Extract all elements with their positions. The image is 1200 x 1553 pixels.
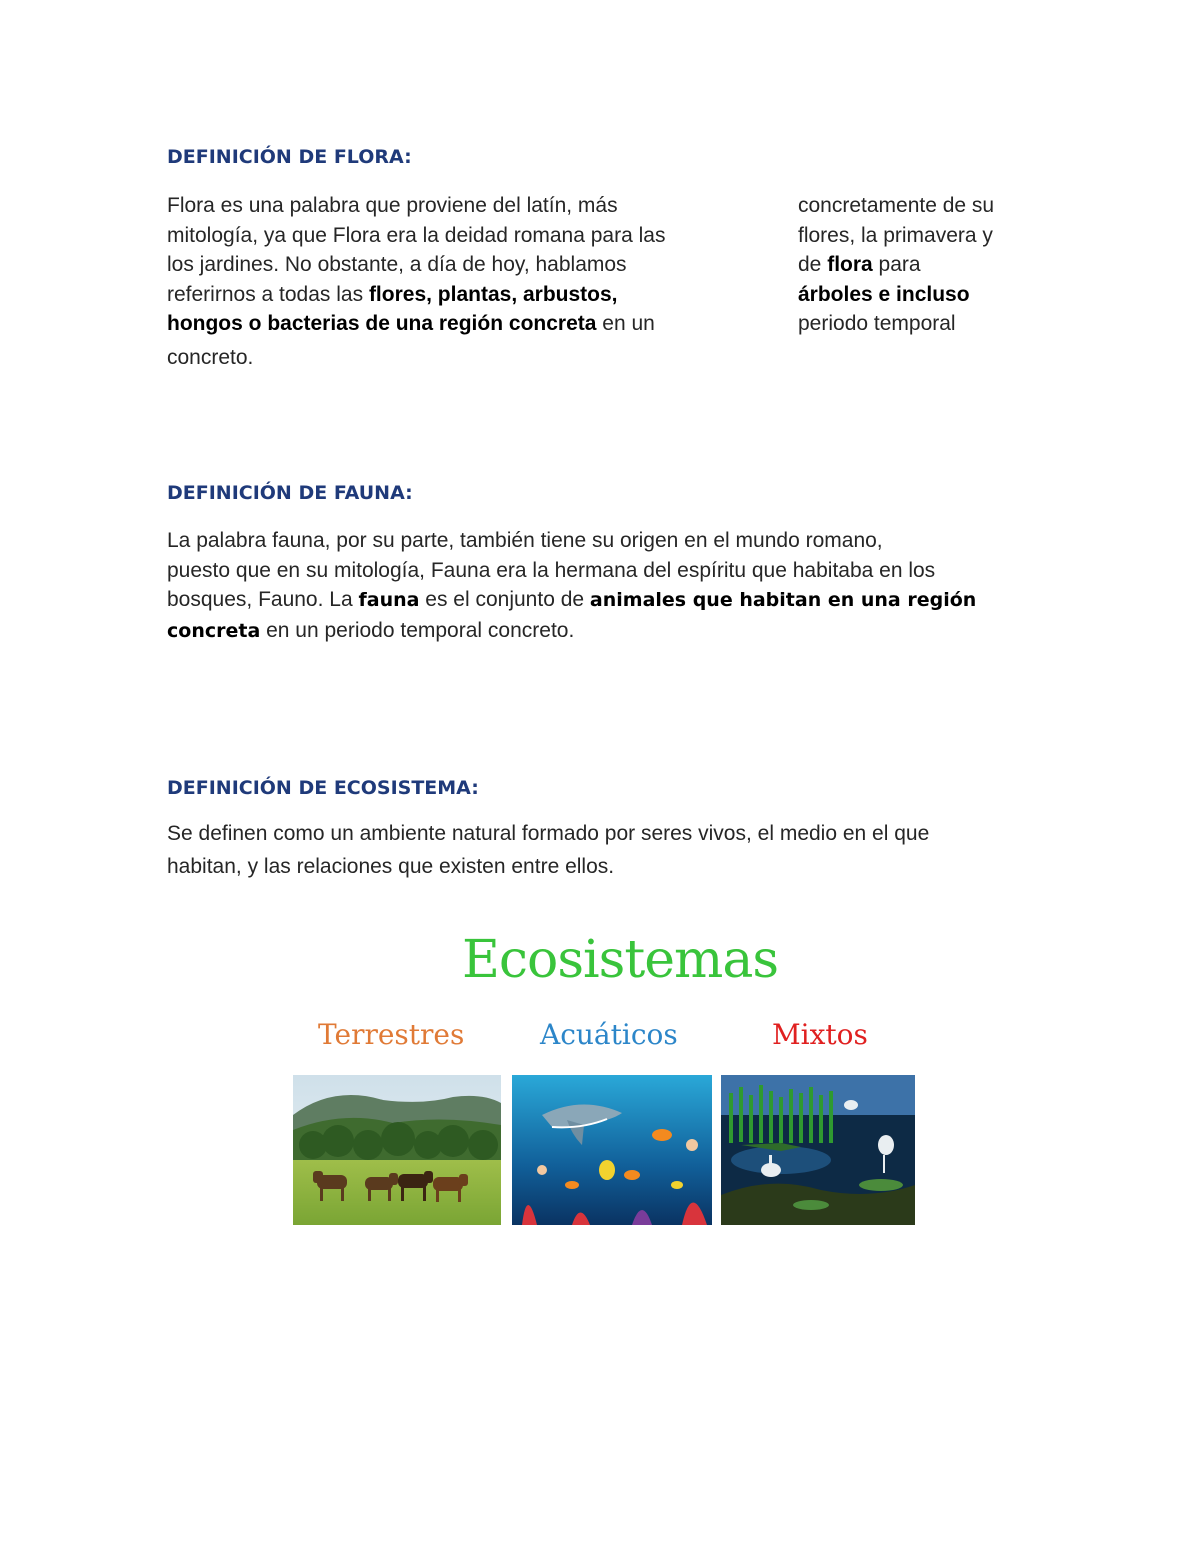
fauna-paragraph bbox=[167, 526, 976, 646]
flora-bold-text: flora bbox=[827, 253, 873, 276]
fauna-line-2: puesto que en su mitología, Fauna era la hermana del espíritu que habitaba en los bbox=[167, 558, 936, 582]
flora-bold-text: flores, plantas, arbustos, bbox=[368, 282, 618, 306]
fauna-text: bosques, Fauno. La bbox=[167, 588, 359, 611]
flora-paragraph-left bbox=[167, 191, 747, 372]
flora-text: de bbox=[798, 253, 828, 276]
flora-right-line-3 bbox=[798, 250, 1058, 280]
flora-right-line-1: concretamente de su bbox=[798, 194, 995, 217]
mixed-ecosystem-image bbox=[721, 1075, 915, 1225]
fauna-bold-text: animales que habitan en una región bbox=[589, 589, 977, 611]
flora-right-line-2: flores, la primavera y bbox=[798, 223, 993, 247]
underwater-shark-picture bbox=[512, 1075, 712, 1225]
ecosistema-heading: DEFINICIÓN DE ECOSISTEMA: bbox=[167, 777, 479, 799]
flora-line-1: Flora es una palabra que proviene del latín, más bbox=[167, 194, 618, 217]
flora-right-line-4: árboles e incluso bbox=[798, 282, 970, 306]
flora-text: referirnos a todas las bbox=[167, 282, 369, 306]
flora-line-3: los jardines. No obstante, a día de hoy, hablamos bbox=[167, 253, 627, 276]
fauna-bold-text: fauna bbox=[358, 589, 420, 611]
acuaticos-label: Acuáticos bbox=[540, 1018, 678, 1051]
flora-heading: DEFINICIÓN DE FLORA: bbox=[167, 146, 412, 168]
flora-paragraph-right bbox=[798, 191, 1058, 339]
fauna-bold-text: concreta bbox=[167, 619, 261, 642]
ecosistema-paragraph bbox=[167, 819, 929, 881]
flora-line-2: mitología, ya que Flora era la deidad romana para las bbox=[167, 223, 666, 247]
mixtos-label: Mixtos bbox=[772, 1018, 868, 1051]
fauna-heading: DEFINICIÓN DE FAUNA: bbox=[167, 482, 413, 504]
fauna-line-3 bbox=[167, 585, 976, 616]
flora-right-line-5: periodo temporal bbox=[798, 312, 956, 335]
flora-bold-text: hongos o bacterias de una región concreta bbox=[167, 312, 597, 335]
ecosistema-line-2: habitan, y las relaciones que existen entre ellos. bbox=[167, 854, 615, 878]
fauna-text: en un periodo temporal concreto. bbox=[260, 618, 575, 642]
terrestres-label: Terrestres bbox=[318, 1018, 465, 1051]
fauna-text: es el conjunto de bbox=[419, 588, 590, 611]
flora-line-5 bbox=[167, 309, 747, 339]
flora-text: para bbox=[872, 253, 921, 276]
flora-line-4 bbox=[167, 280, 747, 310]
wetland-birds-picture bbox=[721, 1075, 915, 1225]
grassland-horses-picture bbox=[293, 1075, 501, 1225]
flora-text: en un bbox=[596, 312, 655, 335]
terrestrial-ecosystem-image bbox=[293, 1075, 501, 1225]
fauna-line-1: La palabra fauna, por su parte, también tiene su origen en el mundo romano, bbox=[167, 529, 883, 552]
ecosistema-line-1: Se definen como un ambiente natural formado por seres vivos, el medio en el que bbox=[167, 822, 930, 845]
aquatic-ecosystem-image bbox=[512, 1075, 712, 1225]
fauna-line-4 bbox=[167, 616, 976, 647]
flora-line-6: concreto. bbox=[167, 345, 254, 369]
ecosistemas-title: Ecosistemas bbox=[461, 930, 779, 990]
